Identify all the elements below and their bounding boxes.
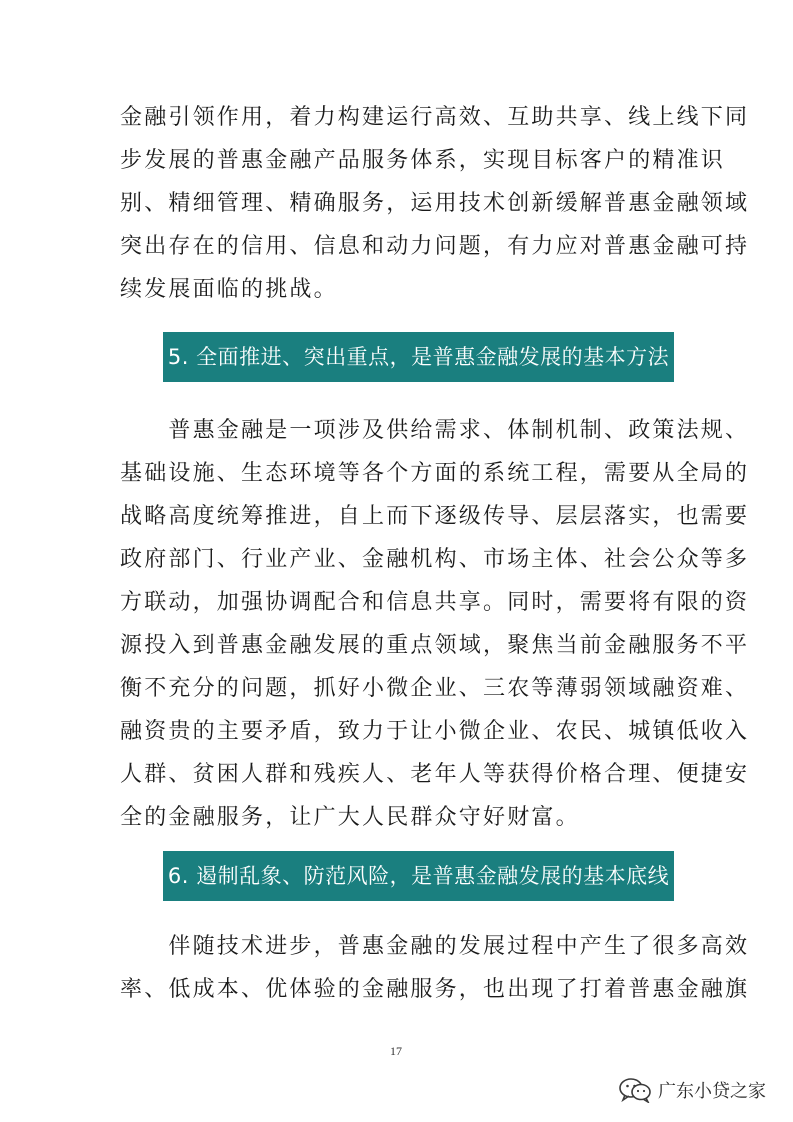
section-heading-6: 6. 遏制乱象、防范风险，是普惠金融发展的基本底线	[163, 851, 674, 901]
body-line: 率、低成本、优体验的金融服务，也出现了打着普惠金融旗	[120, 977, 750, 1002]
body-line: 普惠金融是一项涉及供给需求、体制机制、政策法规、	[120, 418, 750, 443]
body-line: 突出存在的信用、信息和动力问题，有力应对普惠金融可持	[120, 234, 750, 259]
watermark-text: 广东小贷之家	[658, 1081, 766, 1102]
body-line: 续发展面临的挑战。	[120, 277, 338, 302]
page-number: 17	[390, 1044, 402, 1058]
body-line: 政府部门、行业产业、金融机构、市场主体、社会公众等多	[120, 547, 750, 572]
wechat-icon	[618, 1077, 652, 1103]
watermark	[618, 1076, 766, 1104]
body-line: 人群、贫困人群和残疾人、老年人等获得价格合理、便捷安	[120, 762, 750, 787]
body-line: 金融引领作用，着力构建运行高效、互助共享、线上线下同	[120, 105, 750, 130]
body-line: 伴随技术进步，普惠金融的发展过程中产生了很多高效	[120, 934, 750, 959]
body-line: 别、精细管理、精确服务，运用技术创新缓解普惠金融领域	[120, 191, 750, 216]
body-line: 方联动，加强协调配合和信息共享。同时，需要将有限的资	[120, 590, 750, 615]
body-line: 战略高度统筹推进，自上而下逐级传导、层层落实，也需要	[120, 504, 750, 529]
body-line: 基础设施、生态环境等各个方面的系统工程，需要从全局的	[120, 461, 750, 486]
body-line: 全的金融服务，让广大人民群众守好财富。	[120, 805, 580, 830]
body-line: 融资贵的主要矛盾，致力于让小微企业、农民、城镇低收入	[120, 719, 750, 744]
body-line: 源投入到普惠金融发展的重点领域，聚焦当前金融服务不平	[120, 633, 750, 658]
body-line: 衡不充分的问题，抓好小微企业、三农等薄弱领域融资难、	[120, 676, 750, 701]
body-line: 步发展的普惠金融产品服务体系，实现目标客户的精准识	[120, 148, 726, 173]
section-heading-5: 5. 全面推进、突出重点，是普惠金融发展的基本方法	[163, 332, 674, 382]
